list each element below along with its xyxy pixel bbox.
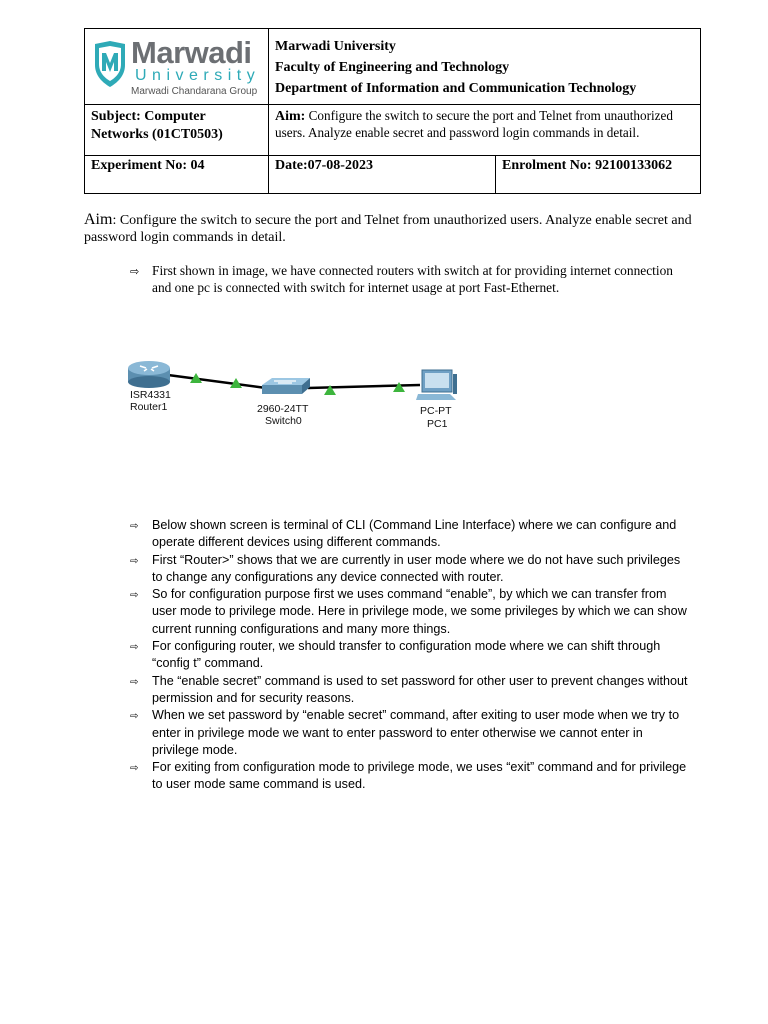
list-item (130, 759, 690, 794)
switch-name-label: Switch0 (265, 415, 302, 427)
experiment-number: Experiment No: 04 (85, 156, 269, 194)
arrow-bullet-icon: ⇨ (130, 590, 139, 602)
link-switch-pc (308, 385, 420, 388)
header-aim (269, 105, 701, 156)
pc-model-label: PC-PT (420, 405, 452, 417)
list-item-text: First “Router>” shows that we are currently in user mode where we do not have such privileges to change any configurations any device connected with router. (152, 552, 681, 584)
faculty-name: Faculty of Engineering and Technology (275, 60, 510, 75)
switch-icon (262, 378, 310, 394)
arrow-bullet-icon: ⇨ (130, 642, 139, 654)
list-item (130, 673, 690, 708)
subject: Subject: Computer Networks (01CT0503) (85, 105, 269, 156)
logo-group: Marwadi Chandarana Group (131, 86, 258, 97)
header-table (84, 28, 701, 194)
list-item-text: First shown in image, we have connected routers with switch at for providing internet connection and one pc is connected with switch for internet usage at port Fast-Ethernet. (152, 263, 673, 295)
intro-list (130, 262, 690, 296)
enrolment-number: Enrolment No: 92100133062 (496, 156, 701, 194)
pc-name-label: PC1 (427, 418, 448, 430)
list-item (130, 707, 690, 759)
arrow-bullet-icon: ⇨ (130, 763, 139, 775)
switch-model-label: 2960-24TT (257, 403, 309, 415)
list-item (130, 638, 690, 673)
arrow-bullet-icon: ⇨ (130, 711, 139, 723)
explanation-list (130, 517, 690, 794)
aim-paragraph (84, 211, 704, 246)
university-info (269, 29, 701, 105)
aim-text: : Configure the switch to secure the port and Telnet from unauthorized users. Analyze enable secret and password login commands in detail. (84, 213, 692, 245)
header-aim-label: Aim: (275, 109, 306, 124)
router-icon (128, 361, 170, 388)
logo-cell (85, 29, 269, 105)
arrow-bullet-icon: ⇨ (130, 676, 139, 688)
header-aim-text: Configure the switch to secure the port and Telnet from unauthorized users. Analyze enable secret and password login commands in detail. (275, 108, 673, 140)
network-topology (120, 350, 480, 440)
router-model-label: ISR4331 (130, 389, 171, 401)
list-item (130, 517, 690, 552)
date: Date:07-08-2023 (269, 156, 496, 194)
university-name: Marwadi University (275, 39, 396, 54)
list-item-text: Below shown screen is terminal of CLI (Command Line Interface) where we can configure and operate different devices using different commands. (152, 518, 677, 550)
department-name: Department of Information and Communication Technology (275, 81, 637, 96)
list-item (130, 262, 690, 296)
arrow-bullet-icon: ⇨ (130, 265, 140, 278)
aim-label: Aim (84, 211, 113, 228)
pc-icon (416, 370, 457, 400)
list-item-text: For configuring router, we should transfer to configuration mode where we can shift through “config t” command. (152, 639, 661, 671)
logo-university: University (135, 67, 261, 84)
link-router-switch (168, 375, 266, 388)
arrow-bullet-icon: ⇨ (130, 521, 139, 532)
shield-logo-icon (93, 41, 127, 87)
list-item-text: For exiting from configuration mode to privilege mode, we uses “exit” command and for privilege to user mode same command is used. (152, 760, 687, 792)
university-logo (85, 29, 268, 104)
list-item (130, 552, 690, 587)
logo-name: Marwadi (131, 35, 252, 70)
list-item (130, 586, 690, 638)
router-name-label: Router1 (130, 401, 168, 413)
list-item-text: The “enable secret” command is used to set password for other user to prevent changes without permission and for security reasons. (152, 673, 688, 705)
list-item-text: When we set password by “enable secret” command, after exiting to user mode when we try to enter in privilege mode we want to enter password to enter otherwise we cannot enter in privilege mode. (152, 708, 680, 757)
link-up-triangle-icon (393, 382, 405, 392)
list-item-text: So for configuration purpose first we uses command “enable”, by which we can transfer from user mode to privilege mode. Here in privilege mode, we some privileges by which we can show current running configurations and many more things. (152, 587, 687, 636)
arrow-bullet-icon: ⇨ (130, 555, 139, 567)
